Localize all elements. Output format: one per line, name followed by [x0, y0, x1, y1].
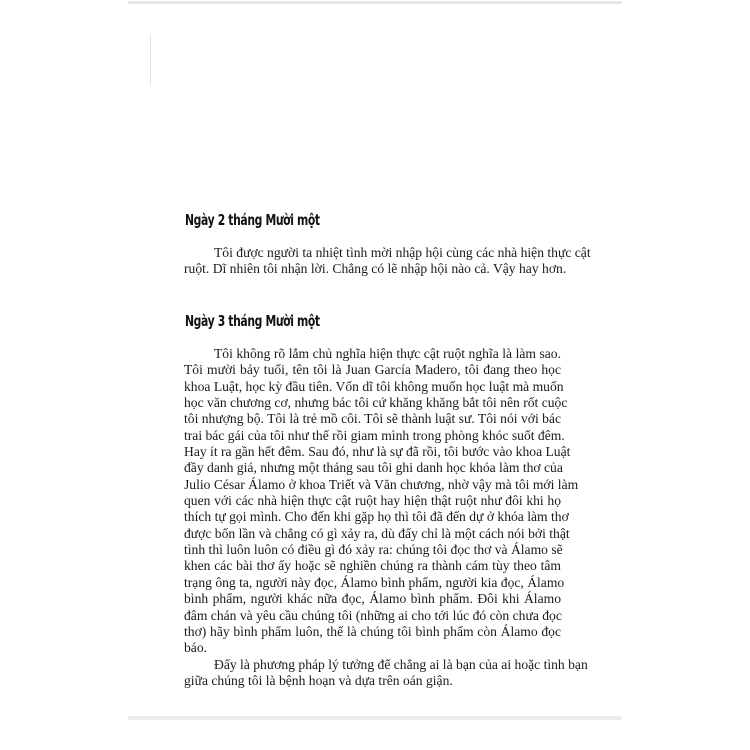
- page-top-edge: [128, 1, 622, 4]
- text-line: trai bác gái của tôi như thế rồi giam mình trong phòng khóc suốt đêm.: [184, 427, 565, 443]
- text-line: thích tự gọi mình. Cho đến khi gặp họ thì tôi đã đến dự ở khóa làm thơ: [184, 509, 569, 525]
- text-line: học văn chương cơ, nhưng bác tôi cứ khăng khăng bắt tôi nên rốt cuộc: [184, 395, 568, 411]
- text-line: Julio César Álamo ở khoa Triết và Văn chương, nhờ vậy mà tôi mới làm: [184, 476, 579, 492]
- text-line: khoa Luật, học kỳ đầu tiên. Vốn dĩ tôi không muốn học luật mà muốn: [184, 378, 564, 394]
- diary-heading-nov-3: Ngày 3 tháng Mười một: [185, 312, 320, 330]
- text-line: tôi nhượng bộ. Tôi là trẻ mồ côi. Tôi sẽ thành luật sư. Tôi nói với bác: [184, 411, 561, 427]
- text-line: Tôi mười bảy tuổi, tên tôi là Juan García Madero, tôi đang theo học: [184, 362, 561, 378]
- text-line: Tôi được người ta nhiệt tình mời nhập hội cùng các nhà hiện thực cật: [214, 245, 591, 260]
- text-line: thơ) hãy bình phẩm luôn, thế là chúng tôi bình phẩm còn Álamo đọc: [184, 623, 561, 639]
- text-line: khen các bài thơ ấy hoặc sẽ nghiền chúng ra thành cám tùy theo tâm: [184, 558, 561, 574]
- text-line: đầy danh giá, nhưng một tháng sau tôi ghi danh học khóa làm thơ của: [184, 460, 563, 476]
- text-line: bình phẩm, người khác nữa đọc, Álamo bình phẩm. Đôi khi Álamo: [184, 591, 561, 607]
- text-line: báo.: [184, 640, 208, 656]
- diary-heading-nov-2: Ngày 2 tháng Mười một: [185, 211, 320, 229]
- paragraph-nov-2: [184, 245, 591, 278]
- paragraph-nov-3-1: [184, 346, 579, 657]
- text-line: tình thì luôn luôn có điều gì đó xảy ra: chúng tôi đọc thơ và Álamo sẽ: [184, 542, 563, 558]
- page-margin-line: [150, 35, 151, 85]
- text-line: Hay ít ra gần hết đêm. Sau đó, như là sự đã rồi, tôi bước vào khoa Luật: [184, 444, 571, 460]
- page-bottom-edge: [128, 716, 622, 720]
- text-line: Tôi không rõ lắm chủ nghĩa hiện thực cật ruột nghĩa là làm sao.: [214, 346, 561, 361]
- text-line: trạng ông ta, người này đọc, Álamo bình phẩm, người kia đọc, Álamo: [184, 574, 565, 590]
- text-line: giữa chúng tôi là bệnh hoạn và dựa trên oán giận.: [184, 673, 453, 689]
- text-line: đâm chán và yêu cầu chúng tôi (những ai cho tới lúc đó còn chưa đọc: [184, 607, 562, 623]
- text-line: quen với các nhà hiện thực cật ruột hay hiện thật ruột như đôi khi họ: [184, 493, 561, 509]
- text-line: được bốn lần và chẳng có gì xảy ra, dù đấy chỉ là một cách nói bởi thật: [184, 525, 570, 541]
- text-line: ruột. Dĩ nhiên tôi nhận lời. Chẳng có lẽ nhập hội nào cả. Vậy hay hơn.: [184, 261, 567, 277]
- paragraph-nov-3-2: [184, 657, 588, 690]
- text-line: Đấy là phương pháp lý tưởng để chẳng ai là bạn của ai hoặc tình bạn: [214, 657, 588, 672]
